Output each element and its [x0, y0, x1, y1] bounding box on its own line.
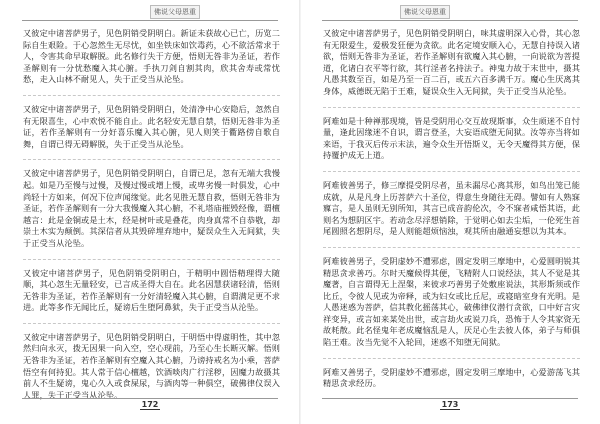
page-number-text: 172 [141, 400, 159, 409]
paragraph-divider [23, 259, 280, 260]
paragraph: 又彼定中诸菩萨男子，见色阴销受阴明白，于明悟中得虚明性，其中忽然归向永灭，拨无因果一向入空，空心现前，乃至心生长断灭解。悟则无咎非为圣证，若作圣解则有空魔入其心腑，乃谤持戒名为小乘，菩萨悟空有何持犯。其人常于信心檀越，饮酒啖肉广行淫秽，因魔力故摄其前人不生疑谤，鬼心久入或食屎尿，与酒肉等一种俱空，破佛律仪误入人罪，失于正受当从沦坠。 [23, 331, 280, 400]
header-rule-right [322, 20, 578, 21]
paragraph: 又彼定中诸菩萨男子，见色阴销受阴明白。新证未获故心已亡，历览二际自生艰险。于心忽然生无尽忧，如坐铁床如饮毒药，心不欲活常求于人，令害其命早取解脱。此名修行失于方便，悟则无咎非为圣证，若作圣解则有一分忧愁魔入其心腑。手执刀剑自割其肉，欣其舍寿或常忧愁，走入山林不耐见人，失于正受当从沦坠。 [23, 28, 280, 85]
paragraph-divider [323, 358, 580, 359]
paragraph-divider [23, 95, 280, 96]
header-rule-left [22, 20, 278, 21]
paragraph: 又彼定中诸菩萨男子，见色阴销受阴明白，于精明中圆悟精理得大随顺，其心忽生无量轻安，已言成圣得大自在。此名因慧获诸轻清，悟则无咎非为圣证，若作圣解则有一分好清轻魔入其心腑，自谓满足更不求进。此等多作无闻比丘，疑谤后生堕阿鼻狱，失于正受当从沦坠。 [23, 267, 280, 313]
right-page [300, 0, 600, 424]
paragraph-divider [323, 171, 580, 172]
paragraph: 阿难又善男子，受阴虚妙不遭邪虑，圆定发明三摩地中，心爱游荡飞其精思贪求经历。 [323, 366, 580, 389]
left-page-text [23, 28, 280, 410]
paragraph: 阿难彼善男子，受阴虚妙不遭邪虑，圆定发明三摩地中，心爱圆明锐其精思贪求善巧。尔时天魔候得其便，飞精附人口说经法，其人不觉是其魔著，自言谓得无上涅槃，来彼求巧善男子处敷座说法，其形斯须或作比丘，令彼人见或为帝释，或为妇女或比丘尼，或寝暗室身有光明。是人愚迷惑为菩萨，信其教化摇荡其心，破佛律仪潜行贪欲，口中好言灾祥变异，或言如来某处出世，或言劫火或说刀兵，恐怖于人令其家资无故耗散。此名怪鬼年老成魔恼乱是人，厌足心生去彼人体，弟子与师俱陷王难。汝当先觉不入轮回，迷惑不知堕无间狱。 [323, 255, 580, 348]
paragraph-divider [323, 107, 580, 108]
paragraph-divider [323, 247, 580, 248]
header-title-right: 佛说父母恩重 [400, 5, 450, 19]
header-title-left: 佛说父母恩重 [150, 5, 200, 19]
page-number-text: 173 [441, 400, 459, 409]
paragraph: 又彼定中诸菩萨男子，见色阴销受阴明白，自谓已足，忽有无端大我慢起。如是乃至慢与过慢，及慢过慢或增上慢，或卑劣慢一时俱发，心中尚轻十方如来，何况下位声闻缘觉。此名见胜无慧自救，悟则无咎非为圣证，若作圣解则有一分大我慢魔入其心腑，不礼塔庙摧毁经像，谓檀越言：此是金铜或是土木，经是树叶或是叠花，肉身真常不自恭敬，却崇土木实为颠倒。其深信者从其毁碎埋弃地中，疑误众生入无间狱，失于正受当从沦坠。 [23, 168, 280, 248]
paragraph: 又彼定中诸菩萨男子，见色阴销受阴明白，味其虚明深入心骨，其心忽有无限爱生，爱极发狂便为贪欲。此名定境安顺入心，无慧自持误入诸欲，悟则无咎非为圣证，若作圣解则有欲魔入其心腑，一向说欲为菩提道，化诸白衣平等行欲，其行淫者名持法子。神鬼力故于末世中，摄其凡愚其数至百，如是乃至一百二百，或五六百多满千万。魔心生厌离其身体，威德既无陷于王难，疑误众生入无间狱，失于正受当从沦坠。 [323, 28, 580, 96]
paragraph: 阿难彼善男子，修三摩提受阴尽者，虽未漏尽心离其形，如鸟出笼已能成就，从是凡身上历菩萨六十圣位，得意生身随往无碍。譬如有人熟寐寱言，是人虽则无别所知，其言已成音韵伦次，令不寐者咸悟其语，此则名为想阴区宇。若动念尽浮想销除，于觉明心如去尘垢，一伦死生首尾圆照名想阴尽，是人则能超烦恼浊，观其所由融通妄想以为其本。 [323, 179, 580, 237]
paragraph: 又彼定中诸菩萨男子，见色阴销受阴明白，处清净中心安隐后，忽然自有无限喜生，心中欢悦不能自止。此名轻安无慧自禁，悟则无咎非为圣证，若作圣解则有一分好喜乐魔入其心腑，见人则笑于衢路傍自歌自舞，自谓已得无碍解脱，失于正受当从沦坠。 [23, 103, 280, 149]
footer-rule-left [22, 398, 278, 399]
page-number-left [0, 400, 300, 409]
paragraph-divider [23, 323, 280, 324]
page-number-right [300, 400, 600, 409]
paragraph-divider [23, 159, 280, 160]
paragraph: 阿难如是十种禅那现境，皆是受阴用心交互故现斯事，众生顽迷不自忖量，逢此因缘迷不自识，谓言登圣，大妄语成堕无间狱。汝等亦当将如来语，于我灭后传示末法，遍令众生开悟斯义，无令天魔得其方便，保持覆护成无上道。 [323, 115, 580, 161]
footer-rule-right [322, 398, 578, 399]
right-page-text [323, 28, 580, 399]
